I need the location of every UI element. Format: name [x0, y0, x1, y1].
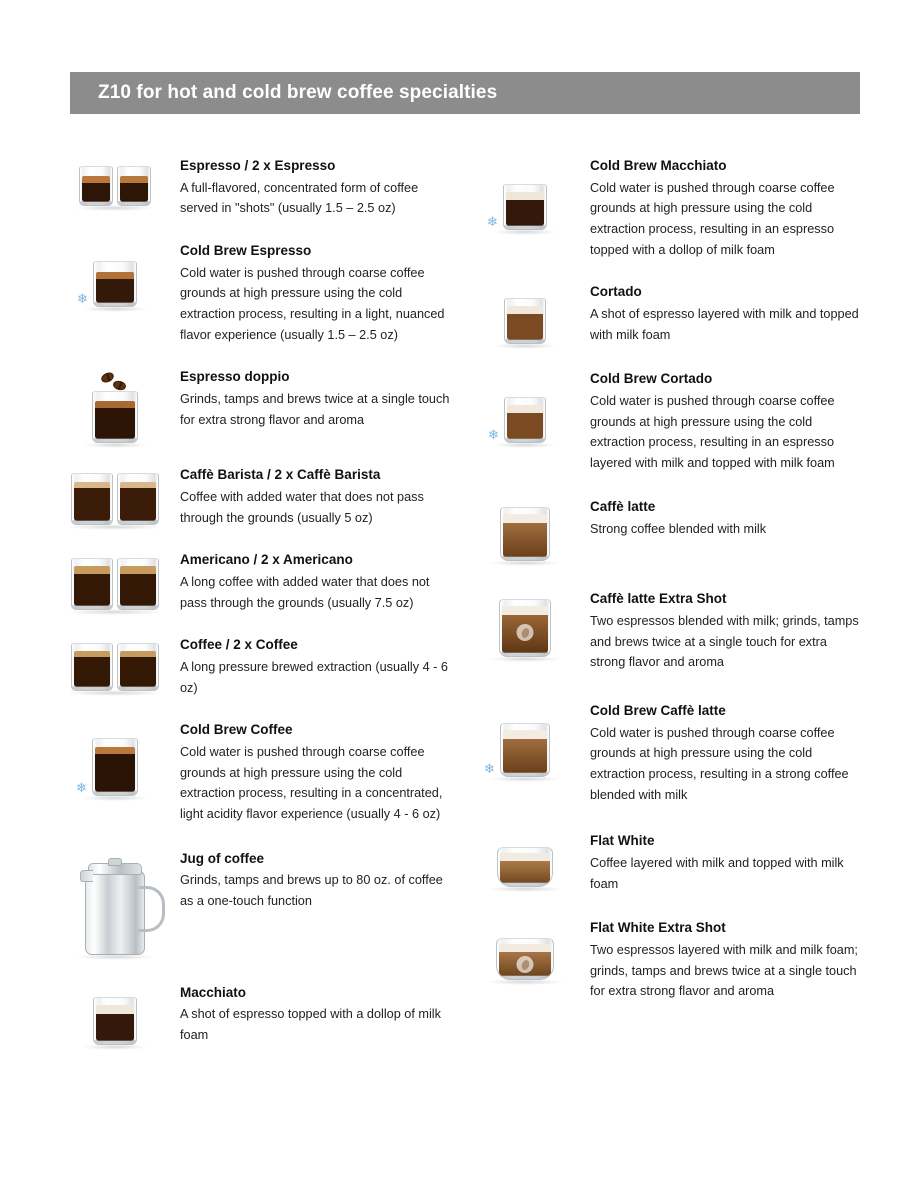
right-column	[460, 158, 870, 1056]
cortado-cup-cold-icon	[460, 371, 590, 443]
list-item	[50, 637, 460, 698]
item-title: Cold Brew Macchiato	[590, 158, 727, 173]
item-title: Espresso / 2 x Espresso	[180, 158, 336, 173]
item-title: Jug of coffee	[180, 850, 265, 866]
macchiato-cup-icon	[50, 985, 180, 1045]
item-title: Cold Brew Caffè latte	[590, 703, 726, 719]
macchiato-cup-cold-icon	[460, 158, 590, 230]
item-description: Cold water is pushed through coarse coffee grounds at high pressure using the cold extraction process, resulting in a light, nuanced flavor experience (usually 1.5 – 2.5 oz)	[180, 265, 445, 342]
latte-glass-extra-shot-icon	[460, 591, 590, 657]
coffee-jug-icon	[50, 851, 180, 955]
item-description: A shot of espresso topped with a dollop of milk foam	[180, 1007, 441, 1042]
flat-white-bowl-extra-shot-icon	[460, 920, 590, 980]
item-description: Cold water is pushed through coarse coffee grounds at high pressure using the cold extraction process, resulting in an espresso topped with a dollop of milk foam	[590, 180, 835, 257]
item-description: Two espressos blended with milk; grinds, tamps and brews twice at a single touch for extra strong flavor and aroma	[590, 614, 859, 670]
item-title: Cortado	[590, 284, 642, 300]
latte-glass-cold-icon	[460, 703, 590, 777]
snowflake-icon: ❄	[487, 214, 498, 229]
item-title: Espresso doppio	[180, 369, 290, 385]
item-description: Strong coffee blended with milk	[590, 522, 767, 537]
two-americano-glasses-icon	[50, 552, 180, 610]
list-item	[460, 703, 870, 805]
list-item	[460, 591, 870, 673]
snowflake-icon: ❄	[484, 761, 495, 777]
list-item	[50, 467, 460, 528]
item-title: Flat White Extra Shot	[590, 920, 726, 936]
item-title: Flat White	[590, 833, 655, 849]
list-item	[460, 158, 870, 260]
list-item	[460, 371, 870, 473]
item-description: A long pressure brewed extraction (usually 4 - 6 oz)	[180, 660, 448, 695]
item-description: Grinds, tamps and brews up to 80 oz. of coffee as a one-touch function	[180, 873, 443, 908]
list-item	[460, 920, 870, 1002]
content-columns	[50, 158, 870, 1056]
item-title: Cold Brew Espresso	[180, 243, 312, 259]
list-item	[50, 851, 460, 955]
page-title: Z10 for hot and cold brew coffee specialties	[98, 82, 498, 103]
item-description: A shot of espresso layered with milk and topped with milk foam	[590, 307, 859, 342]
item-description: A long coffee with added water that does not pass through the grounds (usually 7.5 oz)	[180, 575, 430, 610]
item-description: Cold water is pushed through coarse coffee grounds at high pressure using the cold extraction process, resulting in a strong coffee blended with milk	[590, 725, 849, 802]
item-title: Caffè latte	[590, 499, 656, 515]
espresso-cup-cold-icon	[50, 243, 180, 307]
item-description: Cold water is pushed through coarse coffee grounds at high pressure using the cold extraction process, resulting in an espresso layered with milk and topped with milk foam	[590, 394, 835, 470]
list-item	[460, 499, 870, 561]
two-barista-glasses-icon	[50, 467, 180, 525]
list-item	[50, 985, 460, 1046]
page-header-bar	[70, 72, 860, 114]
flat-white-bowl-icon	[460, 833, 590, 887]
item-description: A full-flavored, concentrated form of coffee served in "shots" (usually 1.5 – 2.5 oz)	[180, 180, 419, 216]
item-description: Coffee with added water that does not pass through the grounds (usually 5 oz)	[180, 490, 424, 525]
item-description: Cold water is pushed through coarse coffee grounds at high pressure using the cold extraction process, resulting in a concentrated, light acidity flavor experience (usually 4 - 6 oz)	[180, 745, 443, 821]
item-description: Two espressos layered with milk and milk foam; grinds, tamps and brews twice at a single touch for extra strong flavor and aroma	[590, 943, 858, 999]
cortado-cup-icon	[460, 284, 590, 344]
list-item	[50, 243, 460, 345]
list-item	[50, 722, 460, 824]
item-title: Caffè latte Extra Shot	[590, 591, 727, 607]
item-title: Caffè Barista / 2 x Caffè Barista	[180, 467, 381, 483]
list-item	[460, 284, 870, 345]
left-column	[50, 158, 460, 1056]
item-title: Cold Brew Coffee	[180, 722, 293, 738]
snowflake-icon: ❄	[76, 780, 87, 796]
item-title: Coffee / 2 x Coffee	[180, 637, 298, 653]
snowflake-icon: ❄	[77, 291, 88, 307]
list-item	[50, 369, 460, 443]
two-coffee-glasses-icon	[50, 637, 180, 691]
list-item	[460, 833, 870, 894]
espresso-cup-with-beans-icon	[50, 369, 180, 443]
snowflake-icon: ❄	[488, 427, 499, 443]
item-title: Macchiato	[180, 984, 247, 1000]
two-espresso-cups-icon	[50, 158, 180, 206]
item-title: Cold Brew Cortado	[590, 371, 713, 387]
list-item	[50, 552, 460, 613]
item-description: Grinds, tamps and brews twice at a single touch for extra strong flavor and aroma	[180, 392, 450, 427]
latte-glass-icon	[460, 499, 590, 561]
list-item	[50, 158, 460, 219]
coffee-glass-cold-icon	[50, 722, 180, 796]
item-title: Americano / 2 x Americano	[180, 552, 353, 568]
item-description: Coffee layered with milk and topped with milk foam	[590, 856, 844, 891]
